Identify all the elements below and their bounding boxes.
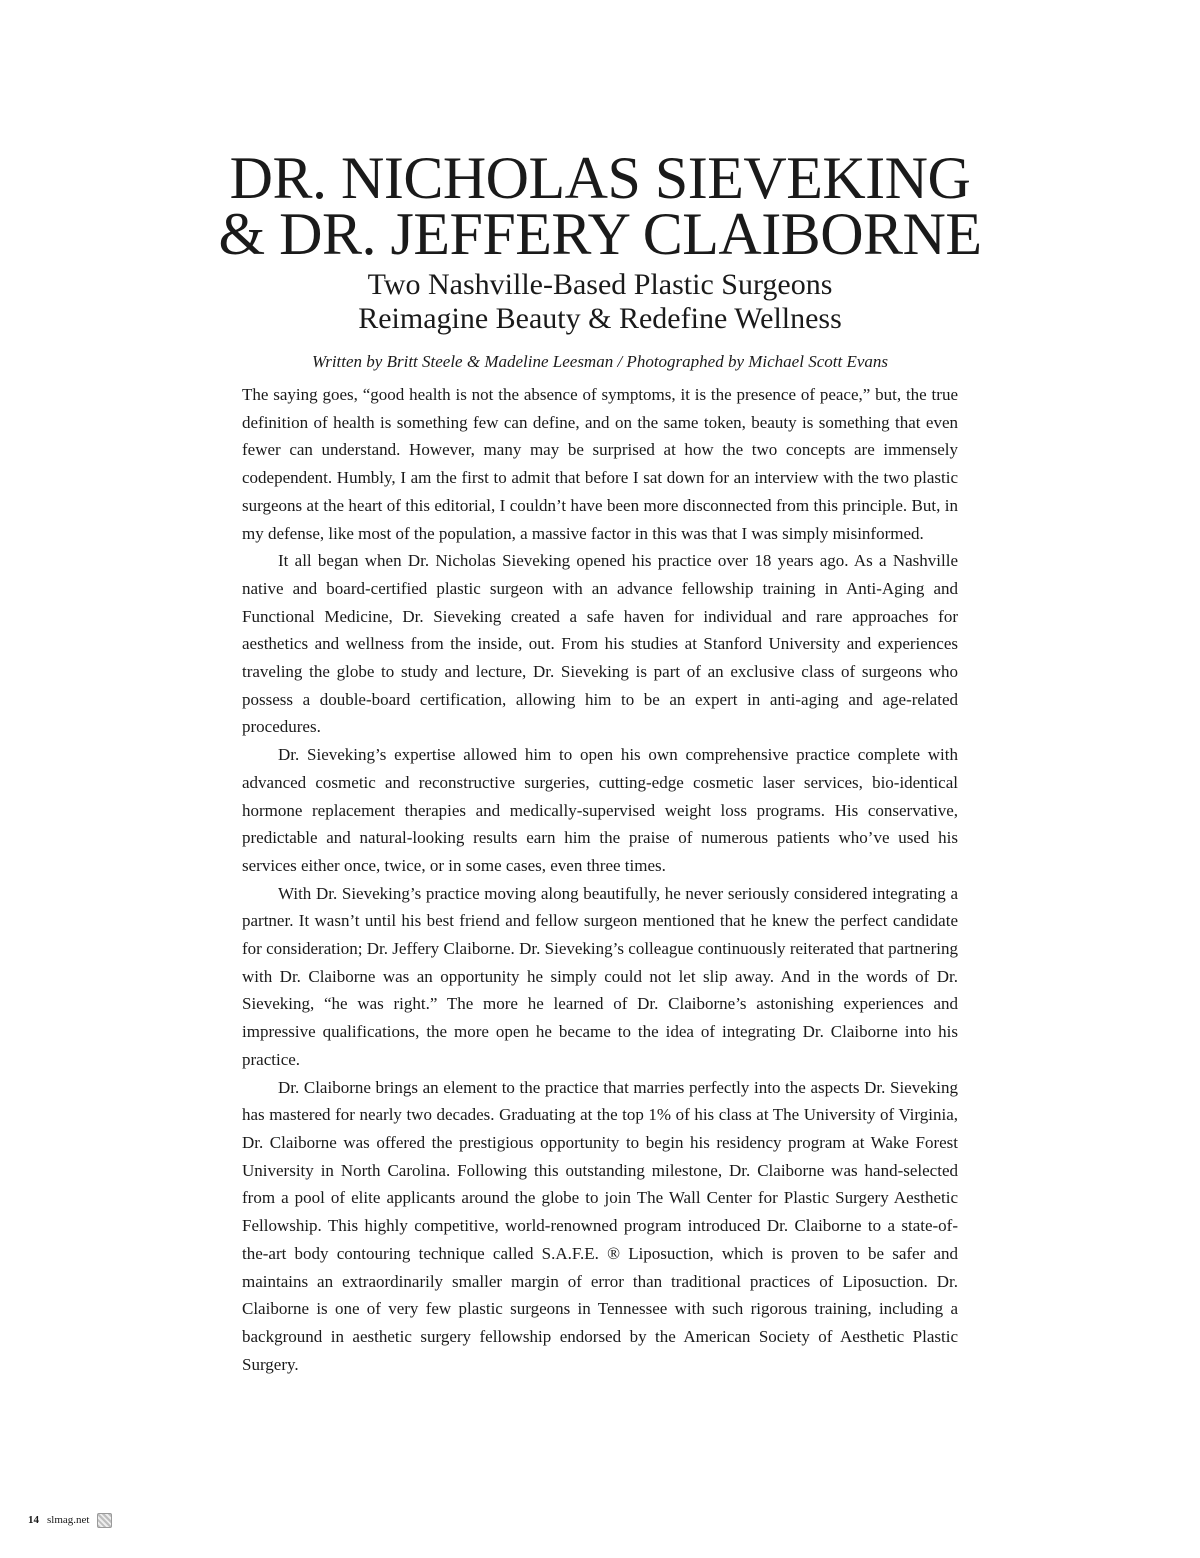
byline: Written by Britt Steele & Madeline Leesman / Photographed by Michael Scott Evans bbox=[312, 352, 888, 371]
page-number: 14 bbox=[28, 1514, 39, 1526]
paragraph-5: Dr. Claiborne brings an element to the practice that marries perfectly into the aspects Dr. Sieveking has mastered for nearly two decades. Graduating at the top 1% of his class at The University of Virginia, Dr. Claiborne was offered the prestigious opportunity to begin his residency program at Wake Forest University in North Carolina. Following this outstanding milestone, Dr. Claiborne was hand-selected from a pool of elite applicants around the globe to join The Wall Center for Plastic Surgery Aesthetic Fellowship. This highly competitive, world-renowned program introduced Dr. Claiborne to a state-of-the-art body contouring technique called S.A.F.E. ® Liposuction, which is proven to be safer and maintains an extraordinarily smaller margin of error than traditional practices of Liposuction. Dr. Claiborne is one of very few plastic surgeons in Tennessee with such rigorous training, including a background in aesthetic surgery fellowship endorsed by the American Society of Aesthetic Plastic Surgery. bbox=[242, 1077, 958, 1374]
title-line-1: DR. NICHOLAS SIEVEKING bbox=[229, 145, 971, 211]
article-title bbox=[200, 145, 1000, 267]
subtitle-line-1: Two Nashville-Based Plastic Surgeons bbox=[367, 268, 833, 301]
title-line-2: & DR. JEFFERY CLAIBORNE bbox=[218, 201, 982, 267]
paragraph-2: It all began when Dr. Nicholas Sieveking opened his practice over 18 years ago. As a Nashville native and board-certified plastic surgeon with an advance fellowship training in Anti-Aging and Functional Medicine, Dr. Sieveking created a safe haven for individual and rare approaches for aesthetics and wellness from the inside, out. From his studies at Stanford University and experiences traveling the globe to study and lecture, Dr. Sieveking is part of an exclusive class of surgeons who possess a double-board certification, allowing him to be an expert in anti-aging and age-related procedures. bbox=[242, 551, 958, 737]
slmag-logo-icon bbox=[97, 1513, 112, 1528]
article-body bbox=[242, 381, 958, 1378]
article-subtitle bbox=[200, 268, 1000, 336]
paragraph-3: Dr. Sieveking’s expertise allowed him to open his own comprehensive practice complete with advanced cosmetic and reconstructive surgeries, cutting-edge cosmetic laser services, bio-identical hormone replacement therapies and medically-supervised weight loss programs. His conservative, predictable and natural-looking results earn him the praise of numerous patients who’ve used his services either once, twice, or in some cases, even three times. bbox=[242, 745, 958, 875]
paragraph-4: With Dr. Sieveking’s practice moving along beautifully, he never seriously considered integrating a partner. It wasn’t until his best friend and fellow surgeon mentioned that he knew the perfect candidate for consideration; Dr. Jeffery Claiborne. Dr. Sieveking’s colleague continuously reiterated that partnering with Dr. Claiborne was an opportunity he simply could not let slip away. And in the words of Dr. Sieveking, “he was right.” The more he learned of Dr. Claiborne’s astonishing experiences and impressive qualifications, the more open he became to the idea of integrating Dr. Claiborne into his practice. bbox=[242, 883, 958, 1069]
paragraph-1: The saying goes, “good health is not the absence of symptoms, it is the presence of peace,” but, the true definition of health is something few can define, and on the same token, beauty is something that even fewer can understand. However, many may be surprised at how the two concepts are immensely codependent. Humbly, I am the first to admit that before I sat down for an interview with the two plastic surgeons at the heart of this editorial, I couldn’t have been more disconnected from this principle. But, in my defense, like most of the population, a massive factor in this was that I was simply misinformed. bbox=[242, 385, 958, 543]
site-url: slmag.net bbox=[47, 1514, 90, 1526]
subtitle-line-2: Reimagine Beauty & Redefine Wellness bbox=[358, 302, 842, 335]
page-footer bbox=[28, 1512, 112, 1528]
